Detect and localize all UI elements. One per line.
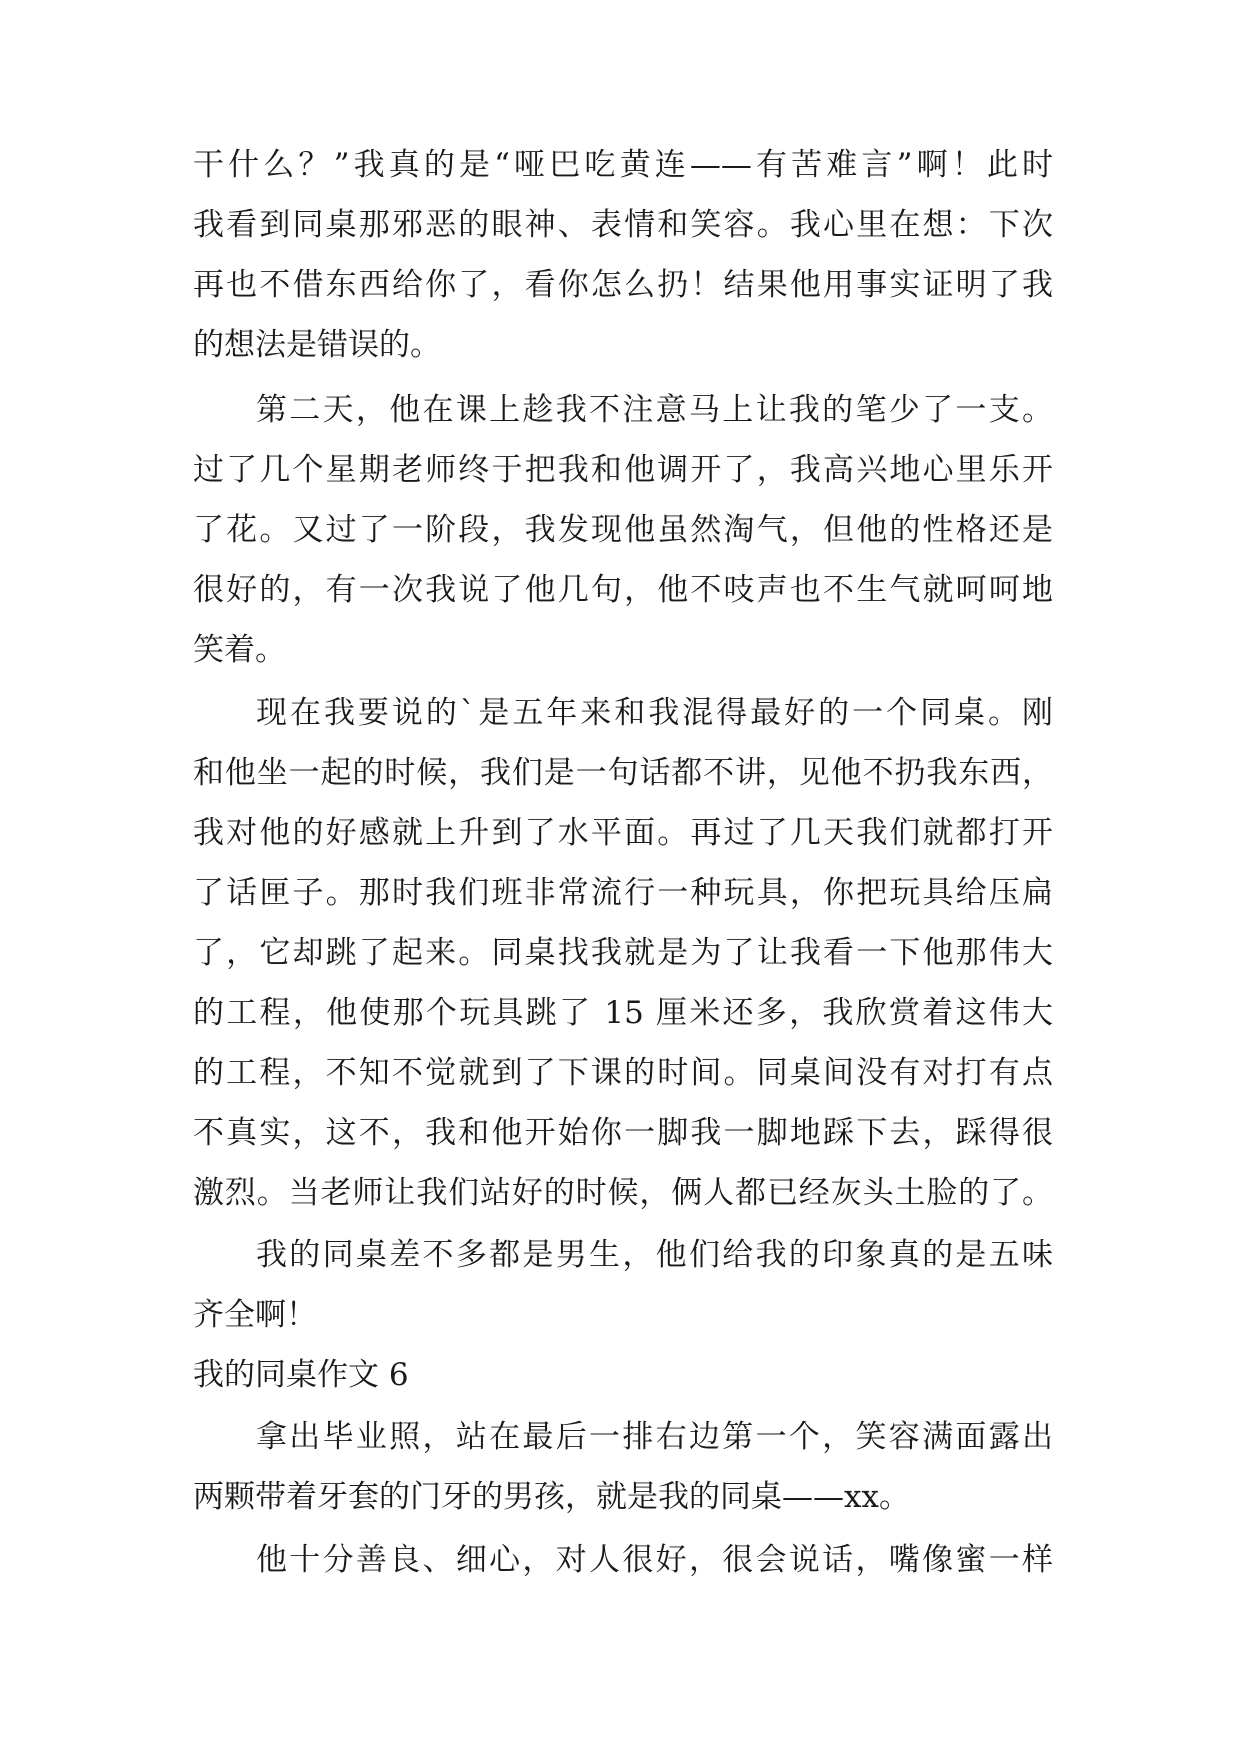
text-line: 再也不借东西给你了，看你怎么扔！结果他用事实证明了我 [193,267,1053,303]
section-heading: 我的同桌作文 6 [193,1357,409,1393]
text-line: 不真实，这不，我和他开始你一脚我一脚地踩下去，踩得很 [193,1115,1053,1151]
paragraph-first-line: 现在我要说的`是五年来和我混得最好的一个同桌。刚 [256,695,1053,731]
text-line: 很好的，有一次我说了他几句，他不吱声也不生气就呵呵地 [193,572,1053,608]
text-line: 两颗带着牙套的门牙的男孩，就是我的同桌——xx。 [193,1479,910,1515]
text-line: 干什么？”我真的是“哑巴吃黄连——有苦难言”啊！此时 [193,147,1053,183]
text-line: 过了几个星期老师终于把我和他调开了，我高兴地心里乐开 [193,452,1053,488]
text-line: 了，它却跳了起来。同桌找我就是为了让我看一下他那伟大 [193,935,1053,971]
text-line: 的工程，不知不觉就到了下课的时间。同桌间没有对打有点 [193,1055,1053,1091]
text-line: 的想法是错误的。 [193,327,441,363]
paragraph-first-line: 第二天，他在课上趁我不注意马上让我的笔少了一支。 [256,392,1053,428]
paragraph-first-line: 他十分善良、细心，对人很好，很会说话，嘴像蜜一样 [256,1542,1053,1578]
paragraph-first-line: 我的同桌差不多都是男生，他们给我的印象真的是五味 [256,1237,1053,1273]
text-line: 笑着。 [193,632,286,668]
text-line: 了话匣子。那时我们班非常流行一种玩具，你把玩具给压扁 [193,875,1053,911]
text-line: 了花。又过了一阶段，我发现他虽然淘气，但他的性格还是 [193,512,1053,548]
text-line: 和他坐一起的时候，我们是一句话都不讲，见他不扔我东西， [193,755,1053,791]
text-line: 激烈。当老师让我们站好的时候，俩人都已经灰头土脸的了。 [193,1175,1053,1211]
text-line: 我对他的好感就上升到了水平面。再过了几天我们就都打开 [193,815,1053,851]
text-line: 齐全啊！ [193,1297,317,1333]
text-line: 的工程，他使那个玩具跳了 15 厘米还多，我欣赏着这伟大 [193,995,1053,1031]
text-line: 我看到同桌那邪恶的眼神、表情和笑容。我心里在想：下次 [193,207,1053,243]
paragraph-first-line: 拿出毕业照，站在最后一排右边第一个，笑容满面露出 [256,1419,1053,1455]
